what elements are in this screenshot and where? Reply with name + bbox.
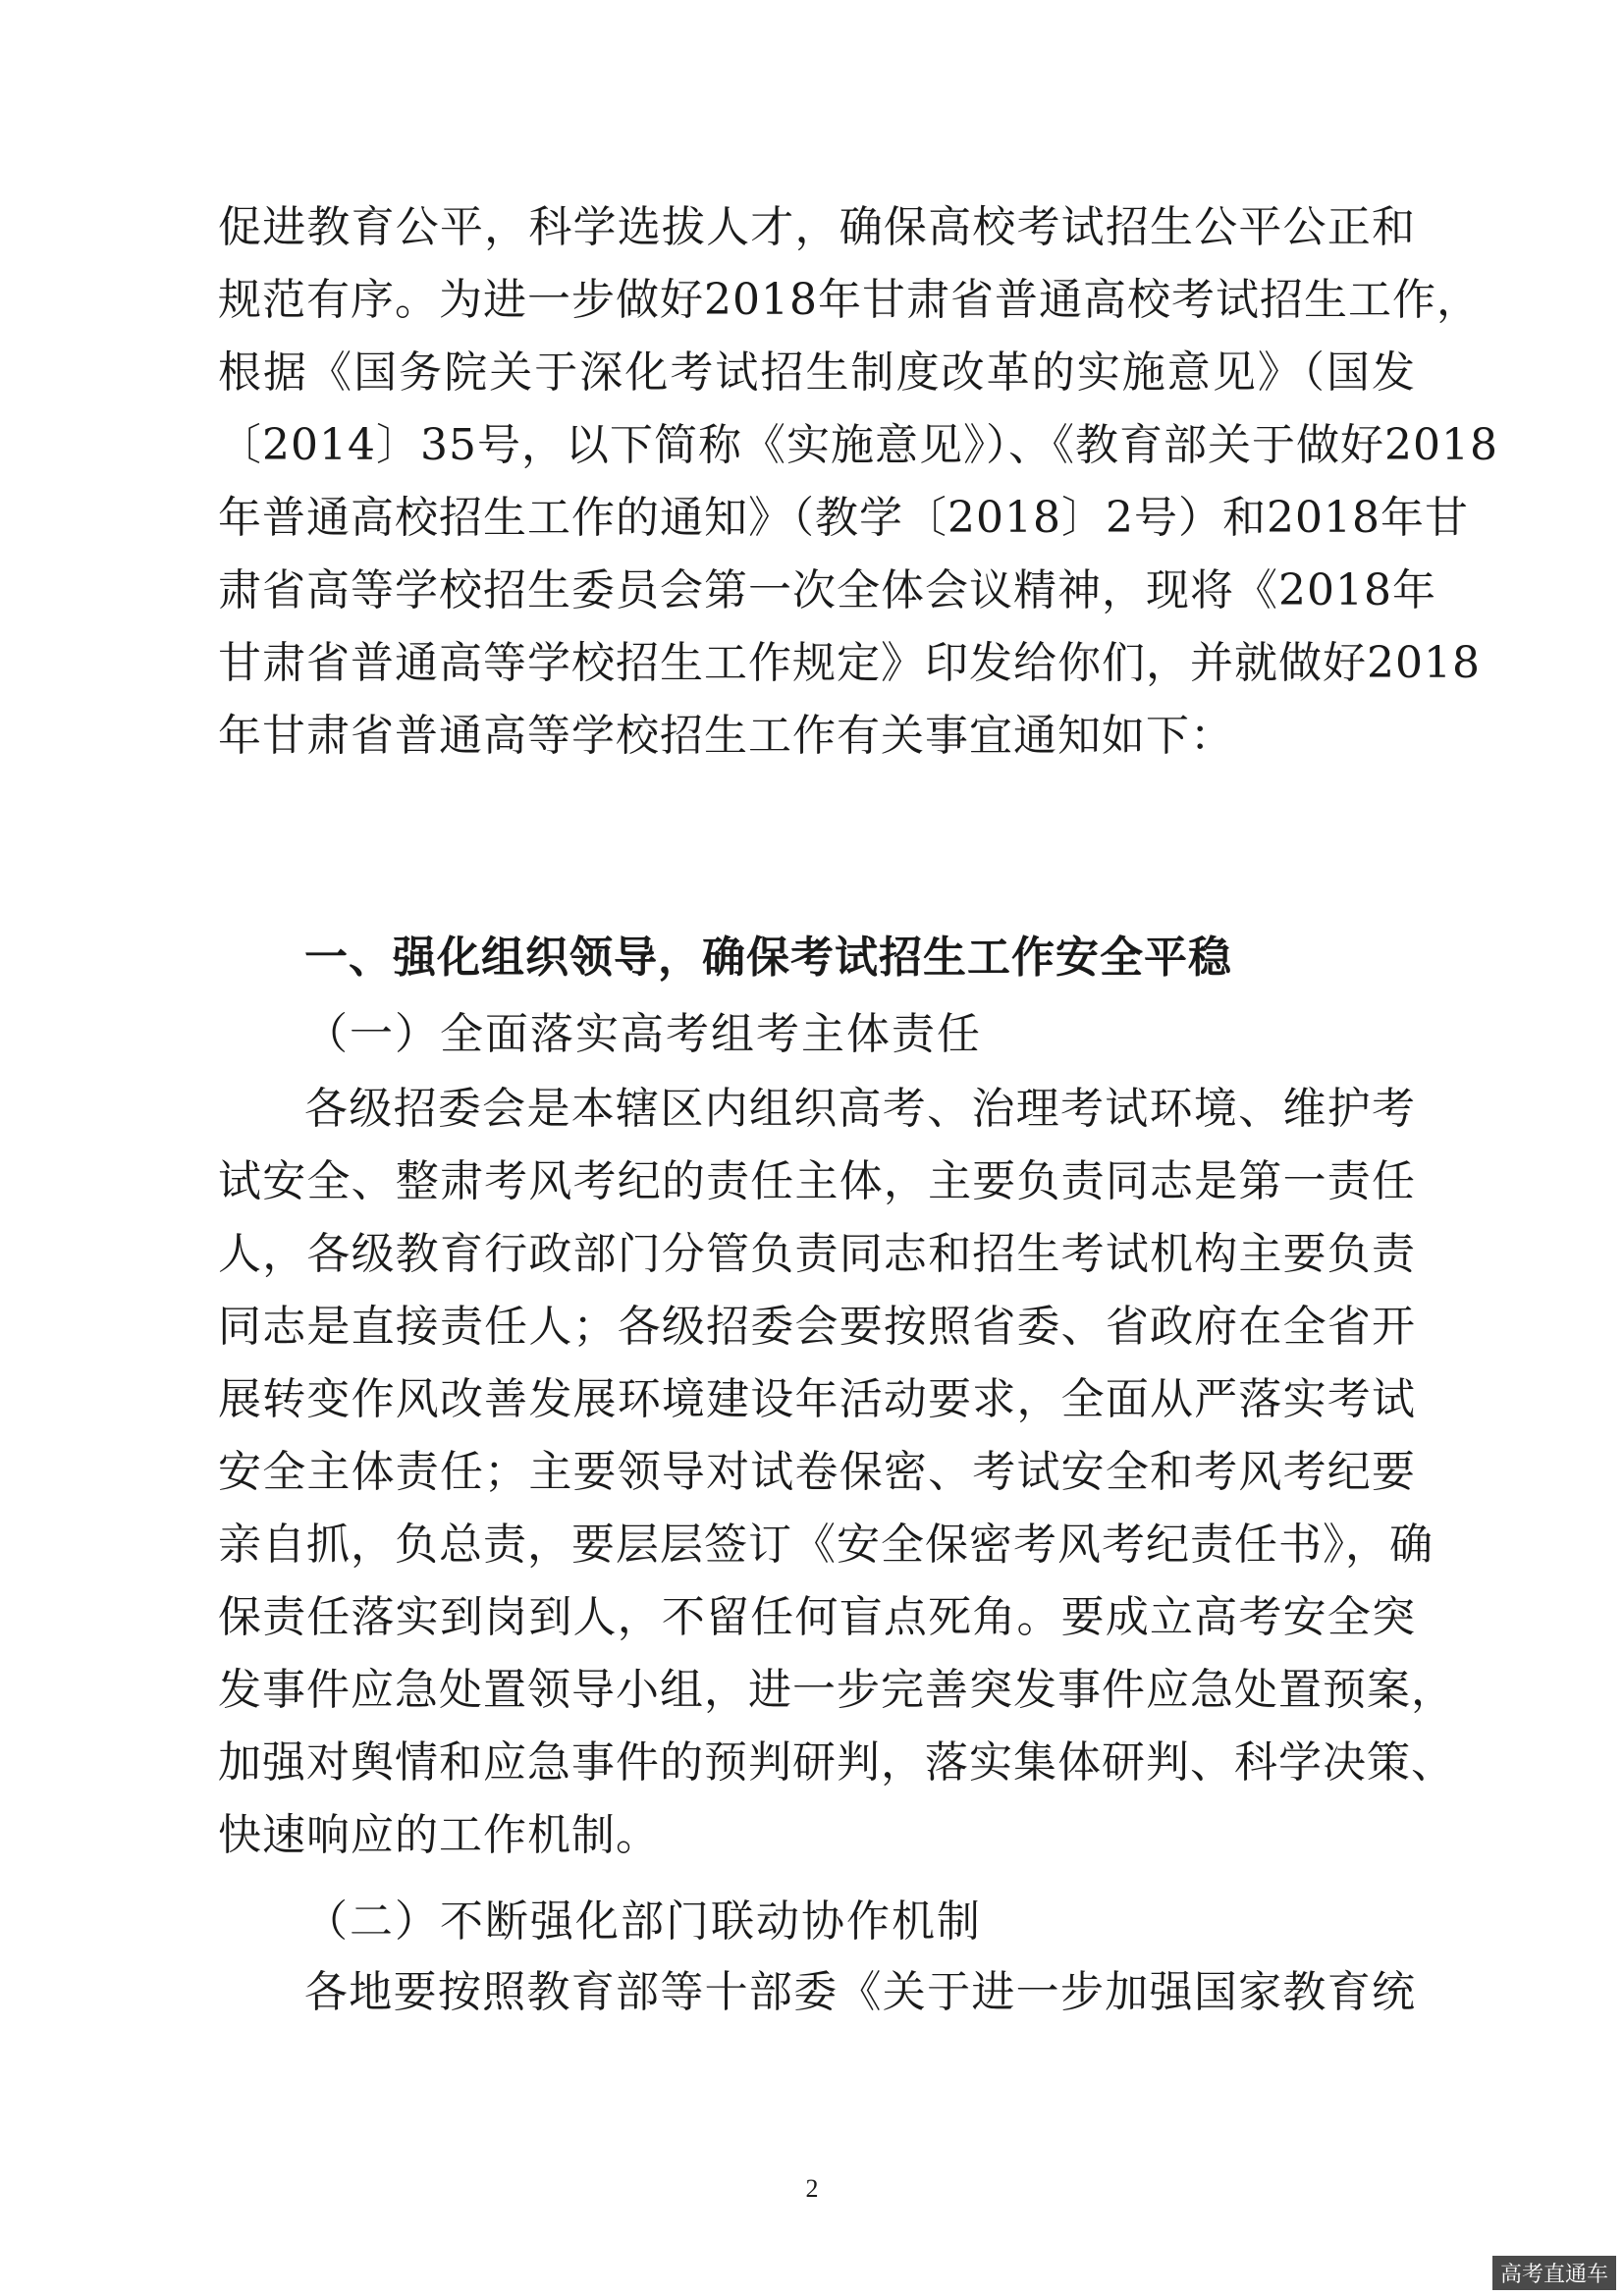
sub1-line-3: 人，各级教育行政部门分管负责同志和招生考试机构主要负责: [218, 1229, 1416, 1279]
watermark-label: 高考直通车: [1492, 2256, 1616, 2290]
sub1-line-8: 保责任落实到岗到人，不留任何盲点死角。要成立高考安全突: [218, 1592, 1416, 1642]
sub1-line-9: 发事件应急处置领导小组，进一步完善突发事件应急处置预案，: [218, 1665, 1455, 1715]
sub1-line-2: 试安全、整肃考风考纪的责任主体，主要负责同志是第一责任: [218, 1156, 1416, 1206]
sub1-line-1: 各级招委会是本辖区内组织高考、治理考试环境、维护考: [304, 1084, 1416, 1134]
intro-line-5: 年普通高校招生工作的通知》（教学〔2018〕2号）和2018年甘: [218, 493, 1469, 543]
intro-line-4: 〔2014〕35号，以下简称《实施意见》）、《教育部关于做好2018: [218, 420, 1498, 470]
sub1-line-7: 亲自抓，负总责，要层层签订《安全保密考风考纪责任书》，确: [218, 1520, 1434, 1570]
section-heading: 一、强化组织领导，确保考试招生工作安全平稳: [304, 933, 1232, 983]
sub1-line-4: 同志是直接责任人；各级招委会要按照省委、省政府在全省开: [218, 1302, 1416, 1352]
subsection-heading-2: （二）不断强化部门联动协作机制: [304, 1896, 982, 1947]
sub1-line-11: 快速响应的工作机制。: [218, 1810, 660, 1860]
subsection-heading-1: （一）全面落实高考组考主体责任: [304, 1009, 982, 1059]
sub1-line-6: 安全主体责任；主要领导对试卷保密、考试安全和考风考纪要: [218, 1447, 1416, 1497]
intro-line-8: 年甘肃省普通高等学校招生工作有关事宜通知如下：: [218, 711, 1234, 761]
intro-line-2: 规范有序。为进一步做好2018年甘肃省普通高校考试招生工作，: [218, 275, 1481, 325]
intro-line-1: 促进教育公平，科学选拔人才，确保高校考试招生公平公正和: [218, 202, 1416, 252]
intro-line-6: 肃省高等学校招生委员会第一次全体会议精神，现将《2018年: [218, 565, 1436, 615]
sub1-line-5: 展转变作风改善发展环境建设年活动要求，全面从严落实考试: [218, 1374, 1416, 1424]
intro-line-3: 根据《国务院关于深化考试招生制度改革的实施意见》（国发: [218, 347, 1416, 398]
sub1-line-10: 加强对舆情和应急事件的预判研判，落实集体研判、科学决策、: [218, 1737, 1455, 1788]
sub2-line-1: 各地要按照教育部等十部委《关于进一步加强国家教育统: [304, 1967, 1416, 2017]
page-number: 2: [805, 2174, 819, 2203]
intro-line-7: 甘肃省普通高等学校招生工作规定》印发给你们，并就做好2018: [218, 638, 1481, 688]
